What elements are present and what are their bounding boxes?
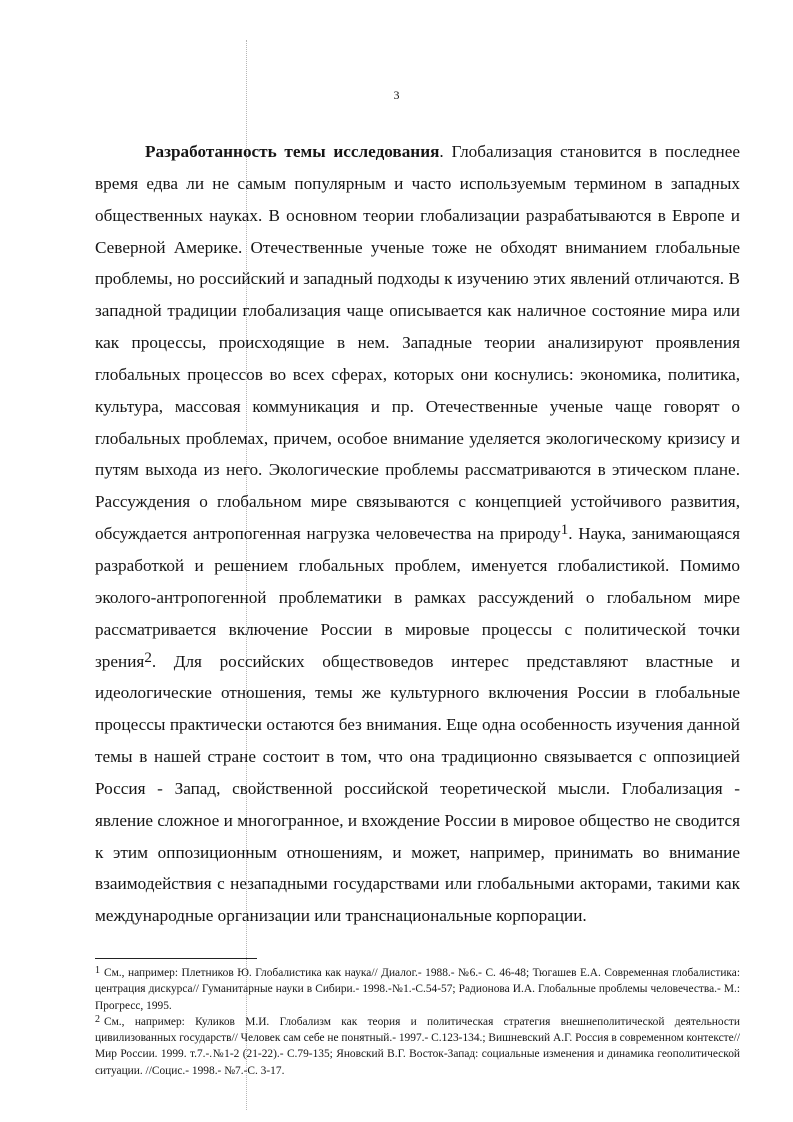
main-text-block — [95, 136, 740, 932]
footnote-ref-1[interactable]: 1 — [560, 522, 569, 539]
section-heading: Разработанность темы исследования — [145, 142, 440, 161]
paragraph-text-part-1: . Глобализация становится в последнее время едва ли не самым популярным и часто используемым термином в западных общественных науках. В основном теории глобализации разрабатываются в Европе и Северной Америке. Отечественные ученые тоже не обходят вниманием глобальные проблемы, но российский и западный подходы к изучению этих явлений отличаются. В западной традиции глобализация чаще описывается как наличное состояние мира или как процессы, происходящие в нем. Западные теории анализируют проявления глобальных процессов во всех сферах, которых они коснулись: экономика, политика, культура, массовая коммуникация и пр. Отечественные ученые чаще говорят о глобальных проблемах, причем, особое внимание уделяется экологическому кризису и путям выхода из него. Экологические проблемы рассматриваются в этическом плане. Рассуждения о глобальном мире связываются с концепцией устойчивого развития, обсуждается антропогенная нагрузка человечества на природу — [95, 142, 740, 544]
footnote-text-1: См., например: Плетников Ю. Глобалистика как наука// Диалог.- 1988.- №6.- С. 46-48; Тюгашев Е.А. Современная глобалистика: центрация дискурса// Гуманитарные науки в Сибири.- 1998.-№1.-С.54-57; Радионова И.А. Глобальные проблемы человечества.- М.: Прогресс, 1995. — [95, 967, 740, 1012]
footnote-2 — [95, 1014, 740, 1079]
paragraph-research-development — [95, 136, 740, 932]
page-number: 3 — [393, 88, 400, 102]
footnote-mark-1: 1 — [95, 965, 100, 976]
footnote-text-2: См., например: Куликов М.И. Глобализм как теория и политическая стратегия внешнеполитической деятельности цивилизованных государств// Человек сам себе не понятный.- 1997.- С.123-134.; Вишневский А.Г. Россия в современном контексте//Мир России. 1999. т.7.-.№1-2 (21-22).- С.79-135; Яновский В.Г. Восток-Запад: социальные изменения и динамика геополитической ситуации. //Социс.- 1998.- №7.-С. 3-17. — [95, 1015, 740, 1077]
footnote-separator — [95, 958, 257, 959]
footnote-1 — [95, 965, 740, 1014]
paragraph-text-part-2: . Наука, занимающаяся разработкой и решением глобальных проблем, именуется глобалистикой. Помимо эколого-антропогенной проблематики в рамках рассуждений о глобальном мире рассматривается включение России в мировые процессы с политической точки зрения — [95, 524, 741, 671]
footnote-mark-2: 2 — [95, 1013, 100, 1025]
paragraph-text-part-3: . Для российских обществоведов интерес представляют властные и идеологические отношения, темы же культурного включения России в глобальные процессы практически остаются без внимания. Еще одна особенность изучения данной темы в нашей стране состоит в том, что она традиционно связывается с оппозицией Россия - Запад, свойственной российской теоретической мысли. Глобализация - явление сложное и многогранное, и вхождение России в мировое общество не сводится к этим оппозиционным отношениям, и может, например, принимать во внимание взаимодействия с незападными государствами или глобальными акторами, такими как международные организации или транснациональные корпорации. — [95, 651, 740, 926]
footnotes-block — [95, 965, 740, 1079]
footnote-ref-2[interactable]: 2 — [144, 649, 152, 666]
